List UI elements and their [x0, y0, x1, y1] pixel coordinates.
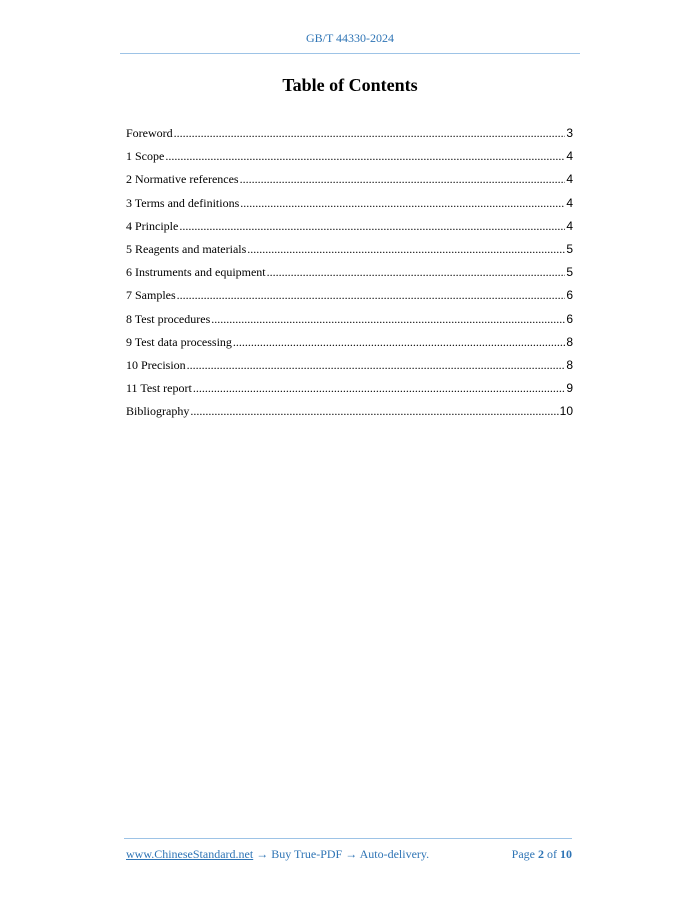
buy-text: Buy True-PDF [271, 847, 343, 861]
delivery-text: Auto-delivery. [359, 847, 430, 861]
page-current: 2 [538, 847, 544, 861]
toc-entry-page: 6 [566, 288, 573, 303]
toc-entry-page: 4 [566, 172, 573, 187]
toc-entry-label: 6 Instruments and equipment [126, 265, 266, 280]
toc-entry-label: 2 Normative references [126, 172, 239, 187]
toc-entry[interactable] [126, 404, 573, 427]
footer [126, 847, 572, 862]
toc-entry[interactable] [126, 358, 573, 381]
toc-dot-leader [247, 242, 565, 257]
toc-entry-label: 7 Samples [126, 288, 176, 303]
toc-entry-label: Foreword [126, 126, 173, 140]
footer-divider [124, 838, 572, 839]
toc-entry-label: 1 Scope [126, 149, 165, 164]
page-title: Table of Contents [282, 75, 418, 95]
toc-entry-label: 5 Reagents and materials [126, 241, 247, 256]
header-divider [120, 53, 580, 54]
toc-entry[interactable] [126, 196, 573, 219]
toc-dot-leader [193, 381, 566, 396]
toc-entry[interactable] [126, 381, 573, 404]
header-standard-number: GB/T 44330-2024 [305, 31, 395, 45]
toc-entry-page: 10 [559, 404, 573, 419]
toc-entry-label: Bibliography [126, 404, 190, 419]
toc-entry-label: 8 Test procedures [126, 311, 211, 326]
toc-entry-page: 5 [566, 265, 573, 280]
toc-dot-leader [190, 404, 558, 419]
toc-entry-page: 6 [566, 311, 573, 326]
page-number [512, 847, 572, 862]
toc-entry[interactable] [126, 312, 573, 335]
toc-entry[interactable] [126, 335, 573, 358]
site-link[interactable]: www.ChineseStandard.net [126, 847, 254, 861]
toc-dot-leader [187, 358, 566, 373]
toc-entry[interactable] [126, 149, 573, 172]
toc-entry-label: 3 Terms and definitions [126, 195, 240, 210]
toc-entry-page: 8 [566, 334, 573, 349]
toc-entry-label: 9 Test data processing [126, 334, 232, 349]
toc-dot-leader [240, 196, 565, 211]
toc-dot-leader [233, 335, 565, 350]
page-word: Page [511, 847, 535, 861]
toc-dot-leader [177, 288, 566, 303]
toc-entry-page: 8 [566, 357, 573, 372]
toc-dot-leader [179, 219, 565, 234]
toc-entry[interactable] [126, 219, 573, 242]
arrow-icon: → [256, 847, 269, 861]
footer-left [126, 847, 429, 862]
toc-entry-page: 5 [566, 241, 573, 256]
arrow-icon: → [345, 847, 358, 861]
toc-entry-page: 4 [566, 195, 573, 210]
toc-dot-leader [174, 126, 566, 141]
toc-entry-page: 4 [566, 218, 573, 233]
toc-entry-label: 4 Principle [126, 218, 179, 233]
toc-dot-leader [211, 312, 565, 327]
toc-entry[interactable] [126, 172, 573, 195]
toc-entry-page: 4 [566, 149, 573, 164]
toc-entry[interactable] [126, 242, 573, 265]
toc-dot-leader [240, 172, 566, 187]
page-total: 10 [560, 847, 572, 861]
toc-entry[interactable] [126, 126, 573, 149]
toc-entry[interactable] [126, 265, 573, 288]
toc-entry-page: 3 [566, 126, 573, 140]
toc-entry-label: 10 Precision [126, 357, 186, 372]
toc-entry[interactable] [126, 288, 573, 311]
table-of-contents [126, 126, 573, 427]
toc-entry-page: 9 [566, 381, 573, 396]
page-of: of [547, 847, 557, 861]
toc-dot-leader [267, 265, 566, 280]
toc-dot-leader [165, 149, 565, 164]
toc-entry-label: 11 Test report [126, 381, 192, 396]
